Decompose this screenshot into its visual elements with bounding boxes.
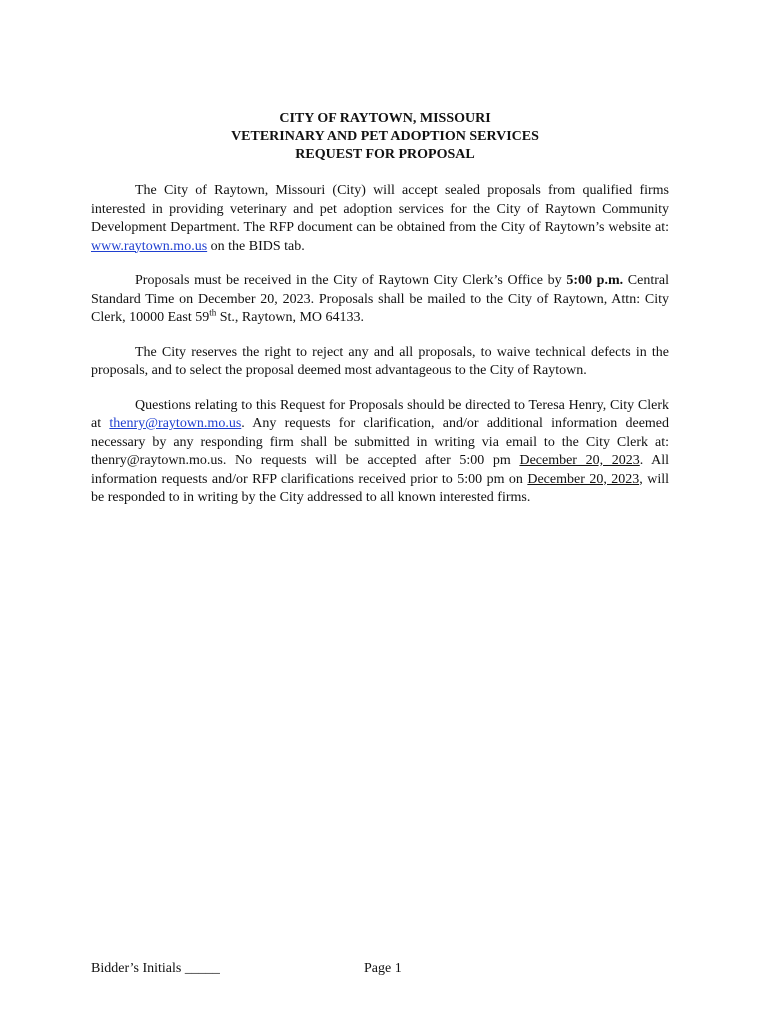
deadline-date-2: December 20, 2023, <box>527 471 643 487</box>
heading-services: VETERINARY AND PET ADOPTION SERVICES <box>231 129 539 144</box>
website-link[interactable]: www.raytown.mo.us <box>91 238 208 254</box>
document-body <box>91 182 669 524</box>
intro-text: The City of Raytown, Missouri (City) will accept sealed proposals from qualified firms interested in providing veterinary and pet adoption services for the City of Raytown Community Development Department. The RFP document can be obtained from the City of Raytown’s website at: <box>91 183 669 235</box>
questions-text: Questions relating to this Request for Proposals should be directed to Teresa Henry, City Clerk at <box>91 397 669 431</box>
bidder-initials: Bidder’s Initials _____ <box>91 961 220 976</box>
email-link[interactable]: thenry@raytown.mo.us <box>109 416 242 431</box>
intro-text-end: on the BIDS tab. <box>207 238 305 254</box>
deadline-text-end: St., Raytown, MO 64133. <box>216 310 365 325</box>
deadline-time: 5:00 p.m. <box>566 273 624 288</box>
questions-text-end: will be responded to in writing by the City addressed to all known interested firms. <box>91 471 669 505</box>
questions-text-mid2: . All information requests and/or RFP clarifications received prior to 5:00 pm on <box>91 453 670 487</box>
reservation-text: The City reserves the right to reject any and all proposals, to waive technical defects in the proposals, and to select the proposal deemed most advantageous to the City of Raytown. <box>91 344 669 378</box>
document-heading <box>0 110 770 164</box>
deadline-text-mid: Central Standard Time on December 20, 2023. Proposals shall be mailed to the City of Raytown, Attn: City Clerk, 10000 East 59 <box>91 273 669 325</box>
paragraph-questions <box>91 397 669 508</box>
paragraph-intro <box>91 182 669 256</box>
heading-city: CITY OF RAYTOWN, MISSOURI <box>279 111 491 126</box>
deadline-date-1: December 20, 2023 <box>519 453 640 468</box>
page-number: Page 1 <box>364 961 402 976</box>
heading-rfp: REQUEST FOR PROPOSAL <box>295 147 475 162</box>
ordinal-suffix: th <box>209 307 217 318</box>
paragraph-deadline <box>91 272 669 328</box>
deadline-text: Proposals must be received in the City of Raytown City Clerk’s Office by <box>135 273 567 288</box>
questions-text-mid: . Any requests for clarification, and/or additional information deemed necessary by any responding firm shall be submitted in writing via email to the City Clerk at: thenry@raytown.mo.us. No requests will be accepted after 5:00 pm <box>91 416 670 468</box>
paragraph-reservation <box>91 344 669 381</box>
